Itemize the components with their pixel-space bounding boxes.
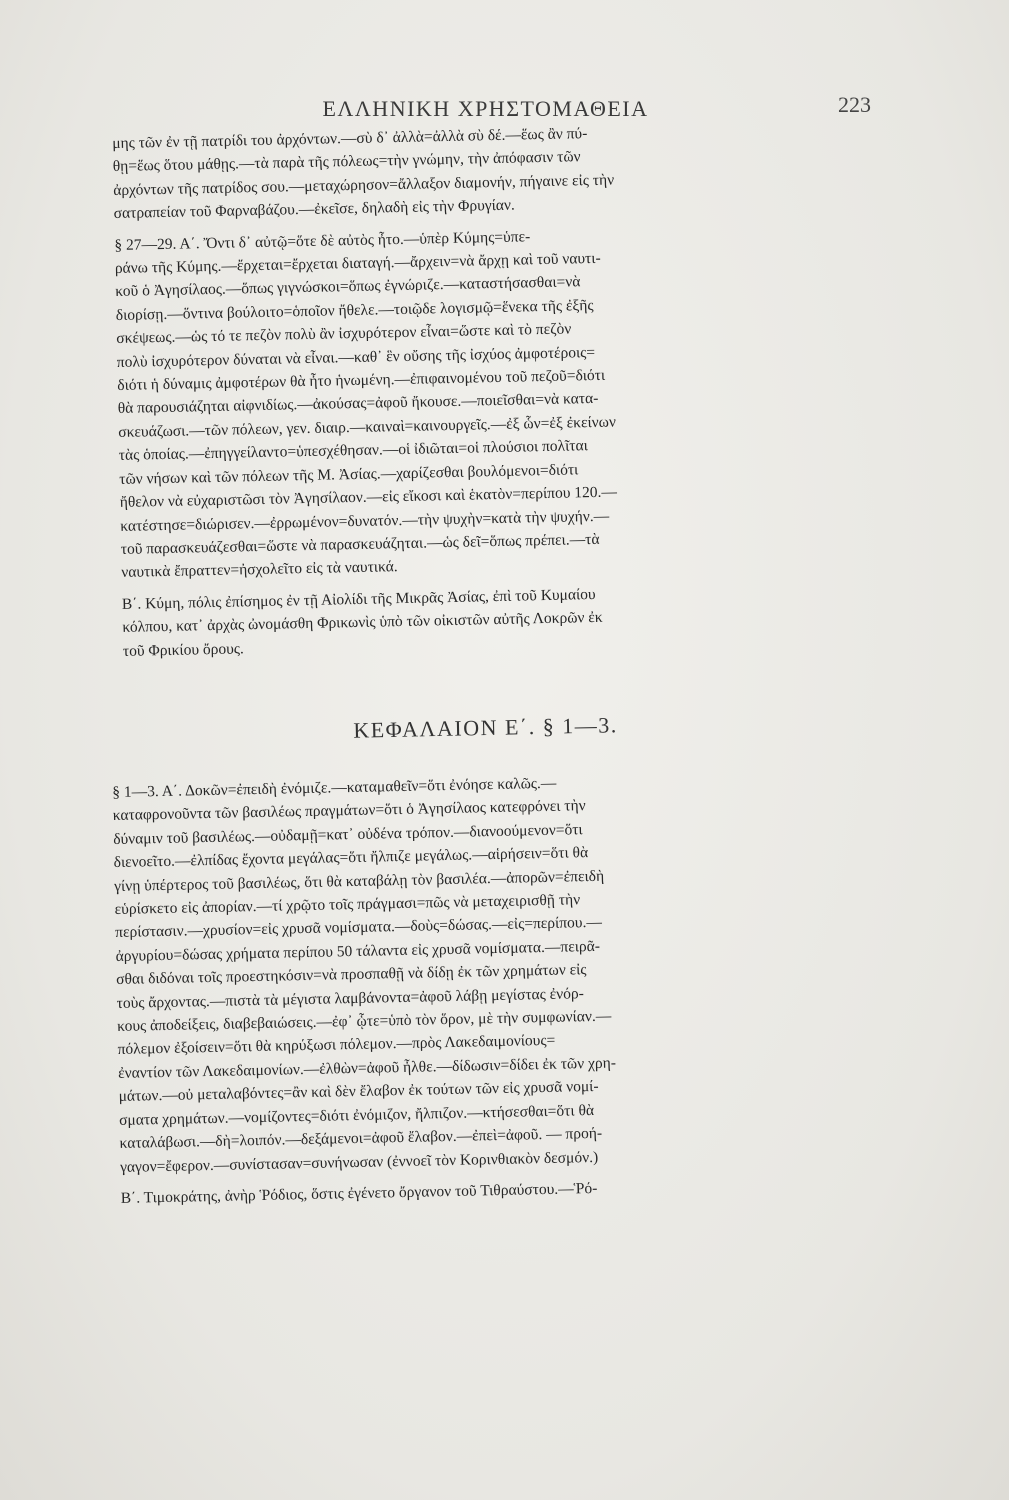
text-line: σατραπείαν τοῦ Φαρναβάζου.—ἐκεῖσε, δηλαδὴ εἰς τὴν Φρυγίαν. — [113, 196, 515, 223]
text-line: τοῦ Φρικίου ὄρους. — [122, 639, 244, 660]
text-line: γίνῃ ὑπέρτερος τοῦ βασιλέως, ὅτι θὰ καταβάλῃ τὸν βασιλέα.—ἀπορῶν=ἐπειδὴ — [114, 867, 605, 895]
text-line: διενοεῖτο.—ἐλπίδας ἔχοντα μεγάλας=ὅτι ἤλπιζε μεγάλως.—αἱρήσειν=ὅτι θὰ — [113, 844, 589, 872]
text-line: γαγον=ἔφερον.—συνίστασαν=συνήνωσαν (ἐννοεῖ τὸν Κορινθιακὸν δεσμόν.) — [119, 1148, 599, 1176]
text-line: σκευάζωσι.—τῶν πόλεων, γεν. διαιρ.—καιναὶ=καινουργεῖς.—ἐξ ὧν=ἐξ ἐκείνων — [118, 413, 617, 441]
text-line: ἐναντίον τῶν Λακεδαιμονίων.—ἐλθὼν=ἀφοῦ ἦλθε.—δίδωσιν=δίδει ἐκ τῶν χρη- — [117, 1054, 617, 1082]
text-line: θῃ=ἕως ὅτου μάθῃς.—τὰ παρὰ τῆς πόλεως=τὴν γνώμην, τὴν ἀπόφασιν τῶν — [112, 148, 581, 176]
text-line: τοὺς ἄρχοντας.—πιστὰ τὰ μέγιστα λαμβάνοντα=ἀφοῦ λάβῃ μεγίστας ἐνόρ- — [116, 984, 585, 1012]
text-line: Β΄. Τιμοκράτης, ἀνὴρ Ῥόδιος, ὅστις ἐγένετο ὄργανον τοῦ Τιθραύστου.—Ῥό- — [120, 1179, 598, 1207]
text-line: πολὺ ἰσχυρότερον δύναται νὰ εἶναι.—καθ᾽ ἓν οὔσης τῆς ἰσχύος ἀμφοτέροις= — [116, 343, 596, 371]
paragraph-continuation — [112, 116, 861, 225]
text-line: σκέψεως.—ὡς τό τε πεζὸν πολὺ ἂν ἰσχυρότερον εἶναι=ὥστε καὶ τὸ πεζὸν — [116, 320, 572, 348]
text-line: περίστασιν.—χρυσίον=εἰς χρυσᾶ νομίσματα.—δοὺς=δώσας.—εἰς=περίπου.— — [115, 914, 603, 942]
text-line: θὰ παρουσιάζηται αἰφνιδίως.—ἀκούσας=ἀφοῦ ἤκουσε.—ποιεῖσθαι=νὰ κατα- — [117, 390, 599, 418]
text-line: κόλπου, κατ᾽ ἀρχὰς ὠνομάσθη Φρικωνὶς ὑπὸ τῶν οἰκιστῶν αὐτῆς Λοκρῶν ἐκ — [122, 608, 603, 637]
text-line: σματα χρημάτων.—νομίζοντες=διότι ἐνόμιζον, ἤλπιζον.—κτήσεσθαι=ὅτι θὰ — [118, 1101, 595, 1129]
paragraph-timokrates — [121, 1171, 868, 1210]
text-line: σθαι διδόναι τοῖς προεστηκόσιν=νὰ προσπαθῇ νὰ δίδῃ ἐκ τῶν χρημάτων εἰς — [115, 961, 587, 989]
paragraph-kyme-note — [122, 577, 870, 663]
paragraph-section-1-3 — [112, 765, 867, 1178]
text-line: Β΄. Κύμη, πόλις ἐπίσημος ἐν τῇ Αἰολίδι τῆς Μικρᾶς Ἀσίας, ἐπὶ τοῦ Κυμαίου — [121, 585, 596, 613]
text-line: μης τῶν ἐν τῇ πατρίδι του ἀρχόντων.—σὺ δ᾽ ἀλλὰ=ἀλλὰ σὺ δέ.—ἕως ἂν πύ- — [112, 125, 588, 152]
chapter-heading: ΚΕΦΑΛΑΙΟΝ Ε΄. § 1—3. — [353, 712, 618, 743]
body-text-lower — [112, 765, 868, 1210]
text-line: πόλεμον ἐξοίσειν=ὅτι θὰ κηρύξωσι πόλεμον.—πρὸς Λακεδαιμονίους= — [117, 1032, 556, 1059]
text-line: δύναμιν τοῦ βασιλέως.—οὐδαμῇ=κατ᾽ οὐδένα τρόπον.—διανοούμενον=ὅτι — [113, 820, 583, 848]
text-line: τοῦ παρασκευάζεσθαι=ὥστε νὰ παρασκευάζηται.—ὡς δεῖ=ὅπως πρέπει.—τὰ — [120, 530, 600, 558]
paragraph-section-27-29 — [114, 218, 868, 585]
text-line: κατέστησε=διώρισεν.—ἐρρωμένον=δυνατόν.—τὴν ψυχὴν=κατὰ τὴν ψυχήν.— — [120, 507, 610, 535]
text-line: εὑρίσκετο εἰς ἀπορίαν.—τί χρῷτο τοῖς πράγμασι=πῶς νὰ μεταχειρισθῇ τὴν — [114, 891, 581, 918]
text-line: § 1—3. Α΄. Δοκῶν=ἐπειδὴ ἐνόμιζε.—καταμαθεῖν=ὅτι ἐνόησε καλῶς.— — [112, 774, 557, 801]
text-line: διότι ἡ δύναμις ἀμφοτέρων θὰ ἦτο ἡνωμένη.—ἐπιφαινομένου τοῦ πεζοῦ=διότι — [117, 366, 606, 395]
text-line: ἀρχόντων τῆς πατρίδος σου.—μεταχώρησον=ἄλλαξον διαμονήν, πήγαινε εἰς τὴν — [113, 171, 615, 199]
text-line: διορίσῃ.—ὅντινα βούλοιτο=ὁποῖον ἤθελε.—τοιῷδε λογισμῷ=ἕνεκα τῆς ἐξῆς — [115, 296, 594, 324]
text-line: τῶν νήσων καὶ τῶν πόλεων τῆς Μ. Ἀσίας.—χαρίζεσθαι βουλόμενοι=διότι — [119, 460, 579, 488]
running-title: ΕΛΛΗΝΙΚΗ ΧΡΗΣΤΟΜΑΘΕΙΑ — [322, 96, 649, 121]
text-line: § 27—29. Α΄. Ὄντι δ᾽ αὐτῷ=ὅτε δὲ αὐτὸς ἦτο.—ὑπὲρ Κύμης=ὑπε- — [114, 227, 531, 254]
text-line: καταλάβωσι.—δὴ=λοιπόν.—δεξάμενοι=ἀφοῦ ἔλαβον.—ἐπεὶ=ἀφοῦ. — προή- — [119, 1124, 603, 1152]
text-line: καταφρονοῦντα τῶν βασιλέως πραγμάτων=ὅτι ὁ Ἀγησίλαος κατεφρόνει τὴν — [112, 797, 586, 825]
text-line: ἀργυρίου=δώσας χρήματα περίπου 50 τάλαντα εἰς χρυσᾶ νομίσματα.—πειρᾶ- — [115, 937, 601, 965]
body-text-upper — [112, 116, 870, 662]
text-line: τὰς ὁποίας.—ἐπηγγείλαντο=ὑπεσχέθησαν.—οἱ ἰδιῶται=οἱ πλούσιοι πολῖται — [118, 437, 588, 465]
text-line: μάτων.—οὐ μεταλαβόντες=ἂν καὶ δὲν ἔλαβον ἐκ τούτων τῶν εἰς χρυσᾶ νομί- — [118, 1078, 599, 1106]
page-number: 223 — [838, 92, 871, 117]
text-line: κοῦ ὁ Ἀγησίλαος.—ὅπως γιγνώσκοι=ὅπως ἐγνώριζε.—καταστήσασθαι=νὰ — [115, 273, 581, 301]
text-line: ἤθελον νὰ εὐχαριστῶσι τὸν Ἀγησίλαον.—εἰς εἴκοσι καὶ ἑκατὸν=περίπου 120.— — [119, 483, 618, 512]
text-line: ράνω τῆς Κύμης.—ἔρχεται=ἔρχεται διαταγή.—ἄρχειν=νὰ ἄρχῃ καὶ τοῦ ναυτι- — [114, 249, 601, 277]
text-line: ναυτικὰ ἔπραττεν=ἠσχολεῖτο εἰς τὰ ναυτικά. — [121, 558, 398, 582]
text-line: κους ἀποδείξεις, διαβεβαιώσεις.—ἐφ᾽ ᾧτε=ὑπὸ τὸν ὅρον, μὲ τὴν συμφωνίαν.— — [116, 1007, 612, 1035]
